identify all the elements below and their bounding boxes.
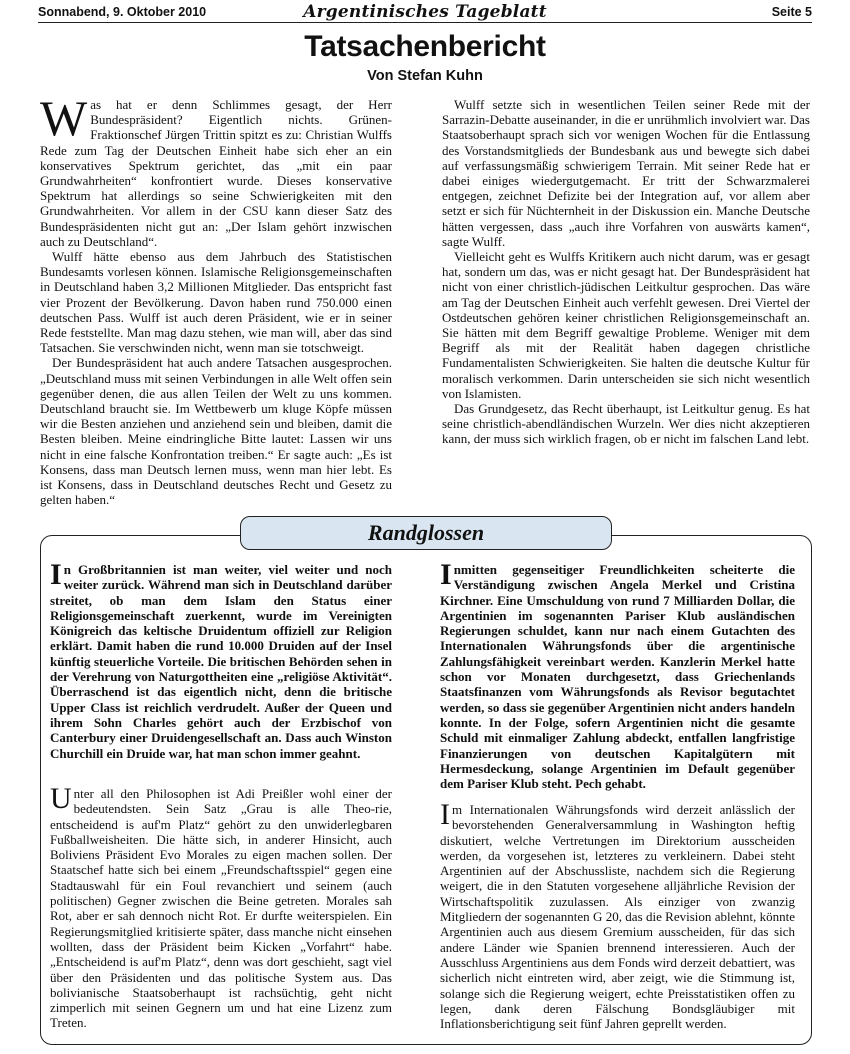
article-left-column (40, 90, 392, 508)
article-paragraph: Wulff hätte ebenso aus dem Jahrbuch des Statistischen Bundesamts vorlesen können. Islamische Religionsgemeinschaften in Deutschland haben 3,2 Millionen Mitglieder. Das entspricht fast vier Prozent der Bevölkerung. Davon haben rund 750.000 einen deutschen Pass. Wulff ist auch deren Präsident, wie er in seiner Rede feststellte. Man mag dazu stehen, wie man will, aber das sind Tatsachen. Sie verschwinden nicht, wenn man sie totschweigt. (40, 249, 392, 356)
issue-date: Sonnabend, 9. Oktober 2010 (38, 5, 207, 19)
newspaper-name: Argentinisches Tageblatt (303, 2, 547, 22)
initial-letter: U (50, 782, 72, 815)
gloss-item: Unter all den Philosophen ist Adi Preißler wohl einer der bedeutendsten. Sein Satz „Grau is alle Theo-rie, entscheidend is auf'm Platz“ gehört zu den unwiderlegbaren Fußballweisheiten. Die hätte sich, in anderer Hinsicht, auch Boliviens Präsident Evo Morales zu eigen machen sollen. Der Staatschef hatte sich bei einem „Freundschaftsspiel“ gegen eine Stadtauswahl für ein Foul revanchiert und seinem (auch politischen) Gegner zwischen die Beine getreten. Morales sah Rot, aber er sah dennoch nicht Rot. Er durfte weiterspielen. Ein Regierungsmitglied kritisierte später, dass manche nicht einsehen wollten, dass der Präsident beim Kicken „Vorfahrt“ habe. „Entscheidend is auf'm Platz“, denn was dort geschieht, sagt viel über den Präsidenten und das politische System aus. Das bolivianische Staatsoberhaupt ist rachsüchtig, geht nicht zimperlich mit seinen Gegnern um und hat eine Lizenz zum Treten. (50, 782, 392, 1031)
article-paragraph: Wulff setzte sich in wesentlichen Teilen seiner Rede mit der Sarrazin-Debatte auseinander, in die er unrühmlich involviert war. Das Staatsoberhaupt sprach sich vor wenigen Wochen für die Entlassung des Vorstandsmitglieds der Bundesbank aus und bewegte sich dabei auf verfassungsmäßig schwierigem Terrain. Mit seiner Rede hat er dabei einiges wiedergutgemacht. Er tritt der Schwarzmalerei entgegen, zeichnet Defizite bei der Integration auf, vor allem aber setzt er sich für Nüchternheit in der Diskussion ein. Manche Deutsche hätten vergessen, dass „auch ihre Vorfahren von auswärts kamen“, sagte Wulff. (442, 97, 810, 249)
page-header (38, 4, 812, 23)
gloss-item: Inmitten gegenseitiger Freundlichkeiten scheiterte die Verständigung zwischen Angela Merkel und Cristina Kirchner. Eine Umschuldung von rund 7 Milliarden Dollar, die Argentinien im sogenannten Pariser Klub ausländischen Regierungen schuldet, kann nur nach einem Gutachten des Internationalen Währungsfonds über die argentinische Zahlungsfähigkeit vereinbart werden. Kanzlerin Merkel hatte schon vor Monaten durchgesetzt, dass Griechenlands Staatsfinanzen vom Währungsfonds als Revisor begutachtet werden, so dass sie gegenüber Argentinien nicht anders handeln konnte. In der Folge, sofern Argentinien nicht die gesamte Schuld mit einmaliger Zahlung abdeckt, entfallen langfristige Finanzierungen von deutschen Kapitalgütern mit Hermesdeckung, solange Argentinien im Default gegenüber dem Pariser Klub steht. Pech gehabt. (440, 558, 795, 792)
page-number: Seite 5 (771, 5, 812, 19)
initial-letter: I (440, 798, 450, 831)
article-paragraph: Vielleicht geht es Wulffs Kritikern auch nicht darum, was er gesagt hat, sondern um das, was er nicht gesagt hat. Der Bundespräsident hat nicht von einer christlich-jüdischen Leitkultur gesprochen. Das wäre am Tag der Deutschen Einheit auch verfehlt gewesen. Drei Viertel der Ostdeutschen gehören keiner christlichen Religionsgemeinschaft an. Sie hätten mit dem Begriff gewaltige Probleme. Weniger mit dem Begriff als mit der Realität haben dagegen christliche Fundamentalisten Schwierigkeiten. Sie halten die deutsche Kultur für moralisch verkommen. Darin unterscheiden sie sich nicht wesentlich von Islamisten. (442, 249, 810, 401)
gloss-item: Im Internationalen Währungsfonds wird derzeit anlässlich der bevorstehenden Generalversammlung in Washington heftig diskutiert, welche Vertretungen im Direktorium ausscheiden werden, da vorgesehen ist, letzteres zu verkleinern. Dabei steht Argentinien auf der Abschussliste, nachdem sich die Regierung weigert, die in den Statuten vorgesehene alljährliche Revision der Wirtschaftspolitik zuzulassen. Als einziger von zwanzig Mitgliedern der sogenannten G 20, das die Revision ablehnt, könnte Argentinien auch aus diesem Gremium ausscheiden, für das sich andere Länder wie Spanien brennend interessieren. Auch der Ausschluss Argentiniens aus dem Fonds wird derzeit debattiert, was sicherlich nicht eintreten wird, aber zeigt, wie die Stimmung ist, solange sich die Regierung weigert, echte Preisstatistiken offen zu legen, dank deren Fälschung Bondsgläubiger mit Inflationsberichtigung seit fünf Jahren geprellt werden. (440, 798, 795, 1032)
article-paragraph: Das Grundgesetz, das Recht überhaupt, ist Leitkultur genug. Es hat seine christlich-abendländischen Wurzeln. Wer dies nicht akzeptieren kann, der muss sich wirklich fragen, ob er nicht im falschen Land lebt. (442, 401, 810, 447)
article-paragraph: Was hat er denn Schlimmes gesagt, der Herr Bundespräsident? Eigentlich nichts. Grünen-Fraktionschef Jürgen Trittin spitzt es zu: Christian Wulffs Rede zum Tag der Deutschen Einheit habe sich eher an ein konservatives Spektrum gerichtet, das „mit ein paar Grundwahrheiten“ konfrontiert wurde. Dieses konservative Spektrum hat allerdings so seine Schwierigkeiten mit den Grundwahrheiten. Vor allem in der CSU kann dieser Satz des Bundespräsidenten nicht gut an: „Der Islam gehört inzwischen auch zu Deutschland“. (40, 90, 392, 249)
randglossen-title: Randglossen (240, 516, 612, 550)
article-title: Tatsachenbericht (304, 30, 546, 63)
drop-cap: W (40, 90, 88, 146)
article-right-column (442, 97, 810, 447)
article-byline: Von Stefan Kuhn (367, 68, 483, 84)
gloss-item: In Großbritannien ist man weiter, viel weiter und noch weiter zurück. Während man sich in Deutschland darüber streitet, ob man dem Islam den Status einer Religionsgemeinschaft zuerkennt, wurde im Vereinigten Königreich das keltische Druidentum offiziell zur Religion erklärt. Damit haben die rund 10.000 Druiden auf der Insel künftig steuerliche Vorteile. Die britischen Behörden sehen in der Verehrung von Naturgottheiten eine „religiöse Aktivität“. Überraschend ist das eigentlich nicht, denn die britische Upper Class ist reichlich verdrudelt. Außer der Queen und ihrem Sohn Charles gehört auch der Erzbischof von Canterbury einer Druidengesellschaft an. Dass auch Winston Churchill ein Druide war, hat man schon immer geahnt. (50, 558, 392, 761)
initial-letter: I (440, 558, 452, 591)
article-paragraph: Der Bundespräsident hat auch andere Tatsachen ausgesprochen. „Deutschland muss mit seinen Verbindungen in alle Welt offen sein gegenüber denen, die aus allen Teilen der Welt zu uns kommen. Deutschland braucht sie. Im Wettbewerb um kluge Köpfe müssen wir die Besten anziehen und anziehend sein und bleiben, damit die Besten bleiben. Meine eindringliche Bitte lautet: Lassen wir uns nicht in eine falsche Konfrontation treiben.“ Er sagte auch: „Es ist Konsens, dass man Deutsch lernen muss, wenn man hier lebt. Es ist Konsens, dass in Deutschland deutsches Recht und Gesetz zu gelten haben.“ (40, 355, 392, 508)
initial-letter: I (50, 558, 62, 591)
